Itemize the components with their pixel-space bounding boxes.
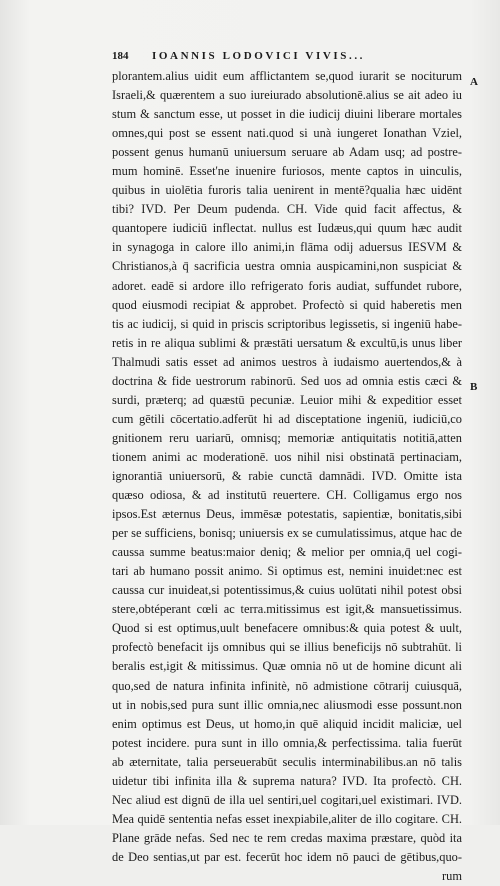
text-line: gnitionem reru uariarū, omnisq; memoriæ antiquitatis notitiā,atten bbox=[112, 430, 462, 445]
text-line: rum bbox=[442, 868, 462, 883]
text-line: adoret. eadē si ardore illo refrigerato foris audiat, suffundet rubore, bbox=[112, 278, 462, 293]
text-line: Israeli,& quærentem a suo iureiurado absolutionē.alius se ait adeo iu bbox=[112, 88, 462, 103]
text-line: Christianos,à q̄ sacrificia uestra omnia auspicamini,non suspiciat & bbox=[112, 259, 462, 274]
page-number: 184 bbox=[112, 50, 129, 62]
text-line: ignorantiā uniuersorū, & rabie cunctā damnādi. IVD. Omitte ista bbox=[112, 468, 462, 483]
body-text bbox=[112, 67, 462, 886]
text-line: Mea quidē sententia nefas esset inexpiabile,aliter de illo cogitare. CH. bbox=[112, 811, 462, 826]
text-line: Nec aliud est dignū de illa uel sentiri,uel cogitari,uel existimari. IVD. bbox=[112, 792, 462, 807]
text-line: cum gētili cōcertatio.adferūt hi ad disceptatione ingeniū, iudiciū,co bbox=[112, 411, 462, 426]
text-line: omnes,qui post se essent nati.quod si unà iungeret Ionathan Vziel, bbox=[112, 126, 462, 141]
text-line: uidetur tibi infinita illa & suprema natura? IVD. Ita profectò. CH. bbox=[112, 773, 462, 788]
text-line: ut in nobis,sed pura sunt illic omnia,nec aliusmodi esse possunt.non bbox=[112, 697, 462, 712]
text-line: possent genus humanū uniuersum seruare ab Adam usq; ad postre- bbox=[112, 145, 462, 160]
text-line: Thalmudi satis esset ad animos uestros à iudaismo auertendos,& à bbox=[112, 354, 462, 369]
text-line: de Deo sentias,ut par est. fecerūt hoc idem nō pauci de gētibus,quo- bbox=[112, 849, 462, 864]
text-line: Plane grāde nefas. Sed nec te rem credas maxima præstare, quòd ita bbox=[112, 830, 462, 845]
text-line: doctrina & fide uestrorum rabinorū. Sed uos ad omnia estis cæci & bbox=[112, 373, 462, 388]
text-line: tis ac iudicij, si quid in priscis scriptoribus legissetis, si ingeniū habe- bbox=[112, 316, 462, 331]
text-line: Quod si est optimus,uult benefacere omnibus:& quia potest & uult, bbox=[112, 621, 462, 636]
running-head: IOANNIS LODOVICI VIVIS... bbox=[152, 50, 366, 62]
margin-note-b: B bbox=[470, 381, 478, 393]
text-line: mum hominē. Esset'ne inuenire furiosos, mente captos in uinculis, bbox=[112, 164, 462, 179]
text-line: tionem animi ac moderationē. uos nihil nisi obstinatā pertinaciam, bbox=[112, 449, 462, 464]
text-line: beralis est,igit & mitissimus. Quæ omnia nō ut de homine dicunt ali bbox=[112, 659, 462, 674]
text-line: profectò benefacit ijs omnibus qui se illius beneficijs nō subtrahūt. li bbox=[112, 640, 462, 655]
text-line: tibi? IVD. Per Deum pudenda. CH. Vide quid facit affectus, & bbox=[112, 202, 462, 217]
text-line: quo,sed de natura infinita infinitè, nō admistione cōtrarij cuiusquā, bbox=[112, 678, 462, 693]
text-line: caussa summe beatus:maior deniq; & melior per omnia,q̄ uel cogi- bbox=[112, 545, 462, 560]
text-line: retis in re aliqua sublimi & præstāti uersatum & excultū,is unus liber bbox=[112, 335, 462, 350]
text-line: tari ab humano possit animo. Si optimus est, nemini inuidet:nec est bbox=[112, 564, 462, 579]
text-line: stum & sanctum esse, ut posset in die iudicij diuini liberare mortales bbox=[112, 107, 462, 122]
text-line: potest incidere. pura sunt in illo omnia,& perfectissima. talia fuerūt bbox=[112, 735, 462, 750]
text-line: caussa cur inuideat,si potentissimus,& cuius uolūtati nihil potest obsi bbox=[112, 583, 462, 598]
text-line: quibus in uiolētia furoris talia uenirent in mentē?qualia hæc uidēnt bbox=[112, 183, 462, 198]
text-line: in synagoga in calore illo animi,in flāma odij aduersus IESVM & bbox=[112, 240, 462, 255]
text-line: quantopere iudiciū inflectat. nullus est Iudæus,qui quum hæc audit bbox=[112, 221, 462, 236]
margin-note-a: A bbox=[470, 76, 478, 88]
text-line: ab æternitate, talia perseuerabūt seculis interminabilibus.an nō talis bbox=[112, 754, 462, 769]
text-line: ipsos.Est æternus Deus, immēsæ potestatis, sapientiæ, bonitatis,sibi bbox=[112, 507, 462, 522]
page-header bbox=[112, 50, 442, 66]
text-line: surdi, præterq; ad quæstū pecuniæ. Leuior mihi & expeditior esset bbox=[112, 392, 462, 407]
text-line: quod eiusmodi recipiat & approbet. Profectò si quid haberetis men bbox=[112, 297, 462, 312]
text-line: stere,obtéperant cœli ac terra.mitissimus est igit,& mansuetissimus. bbox=[112, 602, 462, 617]
text-line: per se sufficiens, bonisq; uniuersis ex se cumulatissimus, atque hac de bbox=[112, 526, 462, 541]
text-line: quæso odiosa, & ad institutū reuertere. CH. Colligamus ergo nos bbox=[112, 488, 462, 503]
text-line: enim optimus est Deus, ut homo,in quē aliquid incidit maliciæ, uel bbox=[112, 716, 462, 731]
text-line: plorantem.alius uidit eum afflictantem se,quod iurarit se nociturum bbox=[112, 69, 462, 83]
